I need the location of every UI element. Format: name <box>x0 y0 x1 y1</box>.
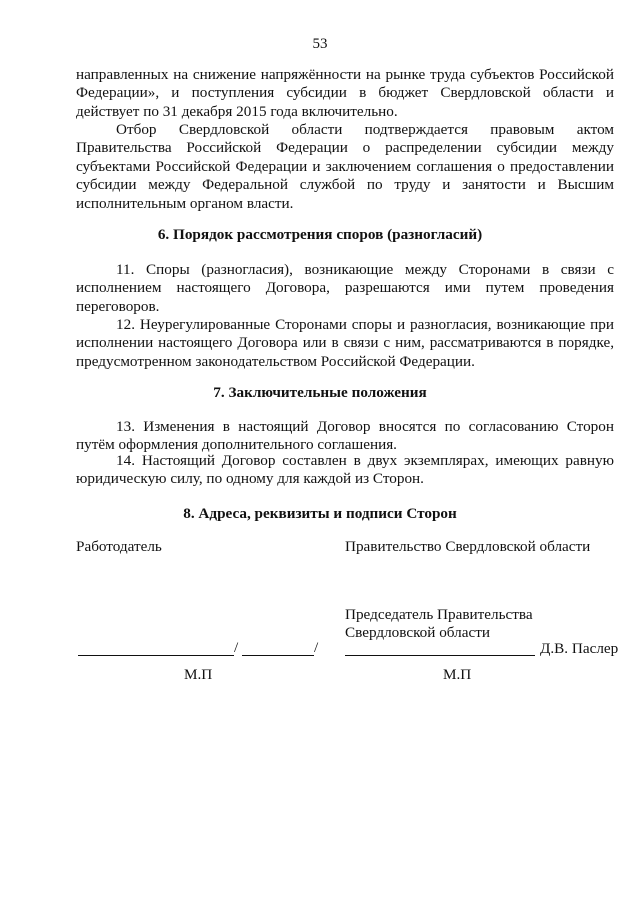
chairman-name: Д.В. Паслер <box>540 640 619 657</box>
clause-11: 11. Споры (разногласия), возникающие между Сторонами в связи с исполнением настоящего Договора, разрешаются ими путем проведения переговоров. <box>76 261 614 315</box>
paragraph-selection: Отбор Свердловской области подтверждается правовым актом Правительства Российской Федерации о распределении субсидии между субъектами Российской Федерации и заключением соглашения о предоставлении субсидии между Федеральной службой по труду и занятости и Высшим исполнительным органом власти. <box>76 121 614 212</box>
clause-12: 12. Неурегулированные Сторонами споры и разногласия, возникающие при исполнении настоящего Договора или в связи с ним, рассматриваются в порядке, предусмотренном законодательством Российской Федерации. <box>76 316 614 370</box>
section-6-heading: 6. Порядок рассмотрения споров (разногласий) <box>157 226 483 243</box>
signature-separator-slash: / <box>234 639 239 656</box>
page-number: 53 <box>312 36 328 52</box>
chairman-title-line2: Свердловской области <box>345 624 490 641</box>
section-8-heading: 8. Адреса, реквизиты и подписи Сторон <box>183 505 457 522</box>
stamp-place-right: М.П <box>443 666 472 683</box>
clause-13: 13. Изменения в настоящий Договор вносятся по согласованию Сторон путём оформления дополнительного соглашения. <box>76 418 614 454</box>
employer-signature-line <box>78 655 234 656</box>
employer-name-line <box>242 655 314 656</box>
employer-label: Работодатель <box>76 538 162 555</box>
stamp-place-left: М.П <box>184 666 213 683</box>
signature-end-slash: / <box>314 639 319 656</box>
chairman-title-line1: Председатель Правительства <box>345 606 533 623</box>
paragraph-continuation: направленных на снижение напряжённости на рынке труда субъектов Российской Федерации», и поступления субсидии в бюджет Свердловской области и действует по 31 декабря 2015 года включительно. <box>76 66 614 120</box>
chairman-signature-line <box>345 655 535 656</box>
government-label: Правительство Свердловской области <box>345 538 591 555</box>
clause-14: 14. Настоящий Договор составлен в двух экземплярах, имеющих равную юридическую силу, по одному для каждой из Сторон. <box>76 452 614 488</box>
section-7-heading: 7. Заключительные положения <box>213 384 427 401</box>
